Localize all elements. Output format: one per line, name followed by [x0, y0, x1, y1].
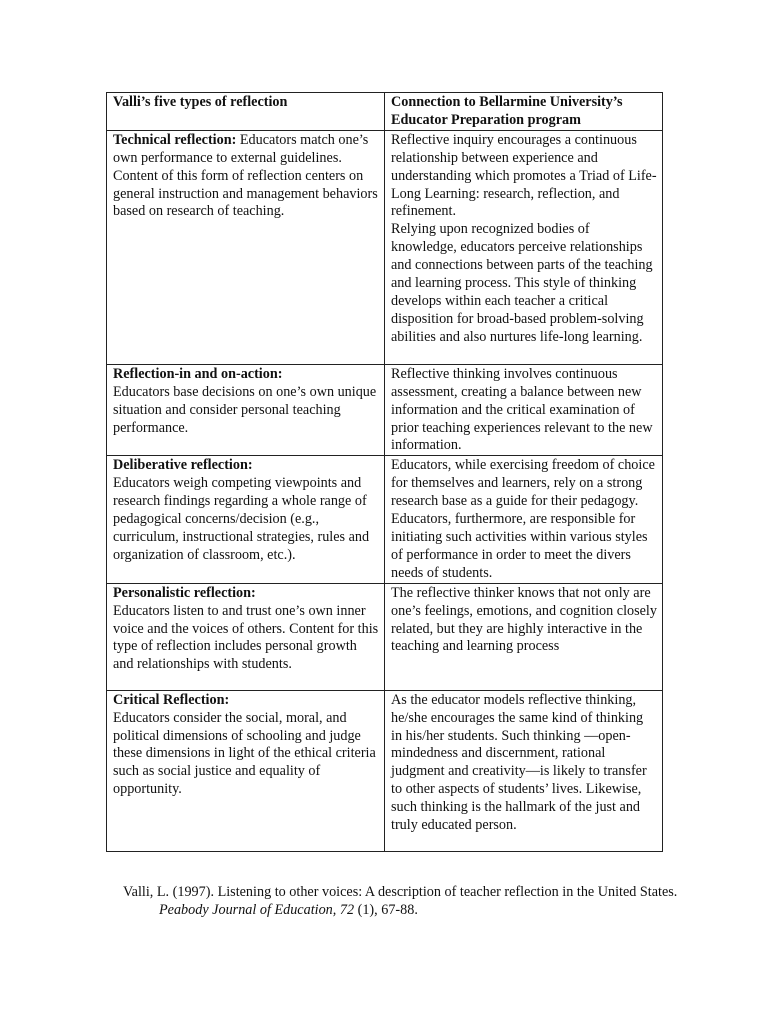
citation-tail: (1), 67-88.: [354, 902, 418, 918]
connection-paragraph: As the educator models reflective thinking, he/she encourages the same kind of thinking in his/her students. Such thinking —open-mindedness and discernment, rational judgment and creativity—is likely to transfer to other aspects of students’ lives. Likewise, such thinking is the hallmark of the just and truly educated person.: [391, 691, 647, 834]
header-bellarmine-connection: Connection to Bellarmine University’s Educator Preparation program: [385, 93, 663, 131]
citation-lead: Valli, L. (1997). Listening to other voices: A description of teacher reflection in the United States.: [123, 884, 678, 900]
connection-cell: [385, 583, 663, 690]
reflection-type-description: Educators base decisions on one’s own unique situation and consider personal teaching performance.: [113, 383, 377, 436]
reflection-type-title: Deliberative reflection:: [113, 457, 253, 474]
reflection-type-title: Critical Reflection:: [113, 691, 230, 708]
reflection-type-title: Personalistic reflection:: [113, 584, 256, 601]
table-header-row: [107, 93, 663, 131]
reflection-type-cell: [107, 130, 385, 364]
table-row: [107, 364, 663, 456]
reflection-type-cell: [107, 456, 385, 583]
reflection-type-description: Educators match one’s own performance to external guidelines. Content of this form of reflection centers on general instruction and management behaviors based on research of teaching.: [113, 131, 378, 220]
reflection-type-cell: [107, 690, 385, 851]
table-row: [107, 456, 663, 583]
header-reflection-types: Valli’s five types of reflection: [107, 93, 385, 131]
connection-cell: [385, 130, 663, 364]
connection-cell: [385, 364, 663, 456]
table-row: [107, 130, 663, 364]
reflection-type-cell: [107, 583, 385, 690]
connection-paragraph: Educators, while exercising freedom of choice for themselves and learners, rely on a strong research base as a guide for their pedagogy. Educators, furthermore, are responsible for initiating such activities within various styles of performance in order to meet the divers needs of students.: [391, 457, 655, 581]
reflection-type-description: Educators listen to and trust one’s own inner voice and the voices of others. Content for this type of reflection includes personal growth and relationships with students.: [113, 602, 379, 673]
table-row: [107, 583, 663, 690]
reflection-types-table: [106, 92, 663, 852]
reflection-type-title: Technical reflection:: [113, 131, 237, 148]
reference-citation: [123, 883, 699, 919]
citation-journal: Peabody Journal of Education, 72: [159, 902, 355, 918]
connection-paragraph: The reflective thinker knows that not only are one’s feelings, emotions, and cognition closely related, but they are highly interactive in the teaching and learning process: [391, 584, 657, 655]
table-row: [107, 690, 663, 851]
connection-cell: [385, 456, 663, 583]
connection-paragraph: Reflective inquiry encourages a continuous relationship between experience and understanding which promotes a Triad of Life-Long Learning: research, reflection, and refinement.: [391, 131, 657, 220]
connection-paragraph: Reflective thinking involves continuous assessment, creating a balance between new information and the critical examination of prior teaching experiences relevant to the new information.: [391, 365, 653, 454]
reflection-type-description: Educators weigh competing viewpoints and research findings regarding a whole range of pedagogical concerns/decision (e.g., curriculum, instructional strategies, rules and organization of classroom, etc.).: [113, 475, 370, 563]
reflection-type-cell: [107, 364, 385, 456]
reflection-type-title: Reflection-in and on-action:: [113, 365, 283, 382]
connection-paragraph: Relying upon recognized bodies of knowledge, educators perceive relationships and connections between parts of the teaching and learning process. This style of thinking develops within each teacher a critical disposition for broad-based problem-solving abilities and also nurtures life-long learning.: [391, 221, 653, 345]
connection-cell: [385, 690, 663, 851]
reflection-type-description: Educators consider the social, moral, and political dimensions of schooling and judge these dimensions in light of the ethical criteria such as social justice and equality of opportunity.: [113, 709, 376, 798]
